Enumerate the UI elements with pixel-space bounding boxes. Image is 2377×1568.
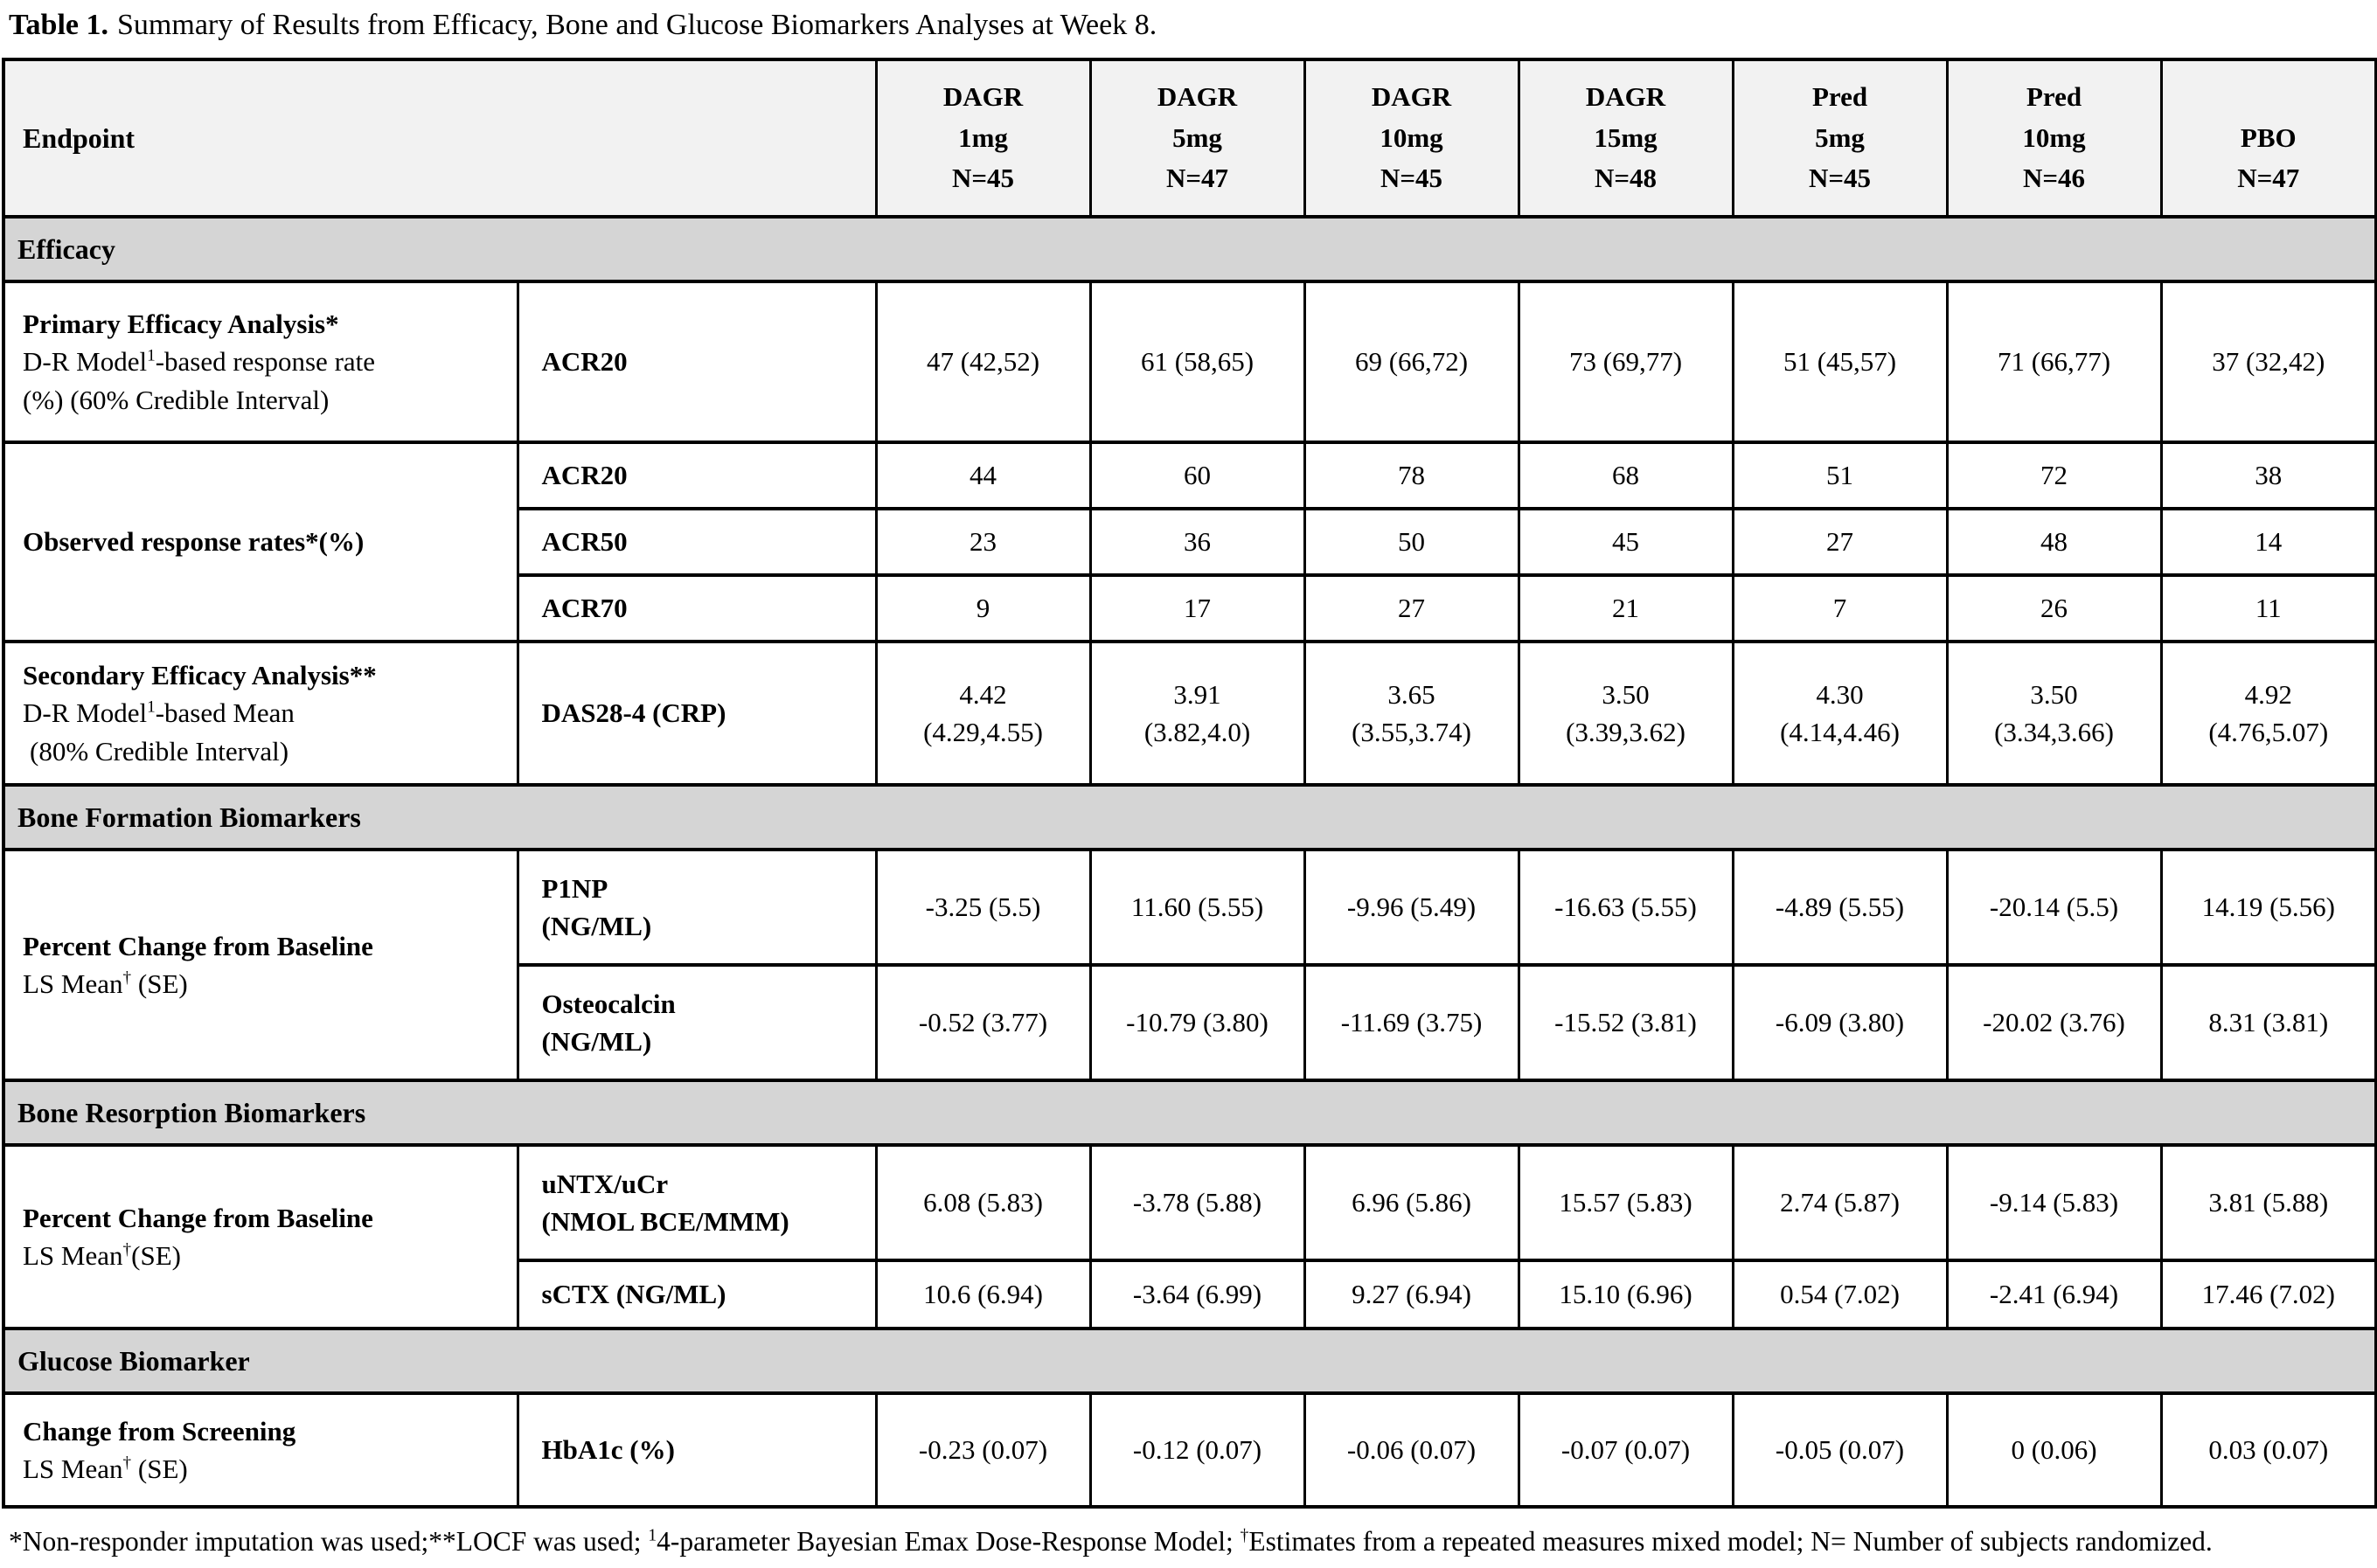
col-header-line: Pred — [2026, 81, 2082, 113]
value-cell — [2161, 642, 2376, 785]
value-cell: 23 — [876, 509, 1090, 575]
value-cell — [1519, 642, 1733, 785]
value-cell: -2.41 (6.94) — [1947, 1260, 2161, 1329]
credible-interval: (3.55,3.74) — [1352, 717, 1471, 747]
section-bone-formation-label: Bone Formation Biomarkers — [3, 785, 2376, 850]
value-cell: 38 — [2161, 442, 2376, 509]
value-cell: 6.08 (5.83) — [876, 1145, 1090, 1260]
measure-line: (NG/ML) — [541, 1026, 652, 1057]
label-text: LS Mean — [23, 968, 123, 999]
value-cell: 10.6 (6.94) — [876, 1260, 1090, 1329]
value-cell: 9 — [876, 575, 1090, 642]
value-cell: -20.02 (3.76) — [1947, 965, 2161, 1080]
label-text: (SE) — [131, 1240, 181, 1271]
credible-interval: (4.29,4.55) — [923, 717, 1043, 747]
value-cell: -3.25 (5.5) — [876, 850, 1090, 965]
value-cell: 11.60 (5.55) — [1090, 850, 1304, 965]
value-cell: 45 — [1519, 509, 1733, 575]
measure-acr20: ACR20 — [518, 442, 876, 509]
value-cell: -0.07 (0.07) — [1519, 1393, 1733, 1507]
value-cell: 78 — [1304, 442, 1519, 509]
value-cell: 69 (66,72) — [1304, 281, 1519, 442]
value-cell — [1090, 642, 1304, 785]
row-secondary-efficacy — [3, 642, 2376, 785]
value-cell: 9.27 (6.94) — [1304, 1260, 1519, 1329]
label-line: Secondary Efficacy Analysis** — [23, 659, 377, 690]
label-text: (SE) — [131, 1454, 188, 1484]
value-cell: 60 — [1090, 442, 1304, 509]
label-text: LS Mean — [23, 1240, 123, 1271]
label-line: Change from Screening — [23, 1415, 296, 1447]
value-cell: 37 (32,42) — [2161, 281, 2376, 442]
value-cell: 27 — [1733, 509, 1947, 575]
measure-p1np — [518, 850, 876, 965]
col-header-pred-10mg — [1947, 59, 2161, 217]
superscript-1: 1 — [147, 697, 156, 717]
col-header-pred-5mg — [1733, 59, 1947, 217]
dagger-superscript: † — [122, 968, 132, 988]
header-row — [3, 59, 2376, 217]
value-cell: 51 (45,57) — [1733, 281, 1947, 442]
section-efficacy-row — [3, 217, 2376, 281]
value-cell: 8.31 (3.81) — [2161, 965, 2376, 1080]
value-cell: 11 — [2161, 575, 2376, 642]
secondary-efficacy-label — [3, 642, 518, 785]
value-cell: -4.89 (5.55) — [1733, 850, 1947, 965]
label-text: LS Mean — [23, 1454, 123, 1484]
label-line — [23, 1237, 510, 1274]
col-header-line: 15mg — [1594, 121, 1658, 153]
col-header-line: DAGR — [1157, 81, 1238, 113]
value-cell: 51 — [1733, 442, 1947, 509]
value-cell: -9.96 (5.49) — [1304, 850, 1519, 965]
label-line: (%) (60% Credible Interval) — [23, 384, 330, 415]
measure-line: sCTX (NG/ML) — [541, 1279, 726, 1310]
value-cell: -3.78 (5.88) — [1090, 1145, 1304, 1260]
observed-rates-label: Observed response rates*(%) — [3, 442, 518, 642]
value-cell: 26 — [1947, 575, 2161, 642]
value-cell: 15.57 (5.83) — [1519, 1145, 1733, 1260]
value-cell: 36 — [1090, 509, 1304, 575]
value-cell: 68 — [1519, 442, 1733, 509]
row-p1np — [3, 850, 2376, 965]
col-header-line: N=47 — [1165, 163, 1229, 194]
col-header-dagr-5mg — [1090, 59, 1304, 217]
label-line — [23, 965, 510, 1003]
col-header-line: DAGR — [1585, 81, 1666, 113]
col-header-line: Pred — [1811, 81, 1868, 113]
value-cell: 71 (66,77) — [1947, 281, 2161, 442]
value-cell: 48 — [1947, 509, 2161, 575]
table-footnote — [9, 1523, 2369, 1562]
value-cell: 61 (58,65) — [1090, 281, 1304, 442]
section-glucose-label: Glucose Biomarker — [3, 1329, 2376, 1393]
value-cell: 0 (0.06) — [1947, 1393, 2161, 1507]
footnote-text: 4-parameter Bayesian Emax Dose-Response Model; — [657, 1526, 1241, 1557]
label-line — [23, 343, 510, 380]
mean-value: 3.50 — [2030, 678, 2078, 710]
value-cell: 14 — [2161, 509, 2376, 575]
measure-untx-ucr — [518, 1145, 876, 1260]
col-header-line: DAGR — [1371, 81, 1452, 113]
value-cell: -9.14 (5.83) — [1947, 1145, 2161, 1260]
endpoint-header: Endpoint — [3, 59, 876, 217]
section-glucose-row — [3, 1329, 2376, 1393]
label-line: (80% Credible Interval) — [30, 735, 289, 767]
table-title — [9, 9, 2375, 42]
mean-value: 4.92 — [2244, 678, 2292, 710]
value-cell: 7 — [1733, 575, 1947, 642]
col-header-line: N=45 — [1808, 163, 1872, 194]
col-header-line — [2170, 77, 2368, 118]
value-cell: 50 — [1304, 509, 1519, 575]
dagger-superscript: † — [122, 1454, 132, 1473]
label-line: Percent Change from Baseline — [23, 930, 373, 961]
mean-value: 3.91 — [1173, 678, 1221, 710]
col-header-line: 5mg — [1172, 121, 1222, 153]
row-untx-ucr — [3, 1145, 2376, 1260]
section-efficacy-label: Efficacy — [3, 217, 2376, 281]
measure-line: (NG/ML) — [541, 911, 652, 941]
primary-efficacy-label — [3, 281, 518, 442]
measure-line: uNTX/uCr — [541, 1168, 669, 1199]
value-cell: -0.52 (3.77) — [876, 965, 1090, 1080]
value-cell: 47 (42,52) — [876, 281, 1090, 442]
measure-line: Osteocalcin — [541, 988, 676, 1019]
col-header-line: N=47 — [2237, 163, 2300, 194]
col-header-pbo — [2161, 59, 2376, 217]
label-text: -based response rate — [155, 346, 376, 378]
label-text: (SE) — [131, 968, 188, 999]
section-bone-resorption-row — [3, 1080, 2376, 1145]
mean-value: 3.65 — [1387, 678, 1435, 710]
row-observed-acr20 — [3, 442, 2376, 509]
label-text: D-R Model — [23, 697, 148, 729]
value-cell: 17 — [1090, 575, 1304, 642]
mean-value: 4.42 — [959, 678, 1007, 710]
col-header-line: PBO — [2240, 121, 2297, 153]
label-line — [23, 694, 510, 732]
value-cell: -0.06 (0.07) — [1304, 1393, 1519, 1507]
value-cell: -10.79 (3.80) — [1090, 965, 1304, 1080]
credible-interval: (3.34,3.66) — [1994, 717, 2114, 747]
dagger-superscript: † — [1240, 1526, 1249, 1545]
label-line: Primary Efficacy Analysis* — [23, 308, 339, 339]
label-text: -based Mean — [155, 697, 295, 729]
row-hba1c — [3, 1393, 2376, 1507]
measure-hba1c: HbA1c (%) — [518, 1393, 876, 1507]
footnote-text: *Non-responder imputation was used;**LOCF was used; — [9, 1526, 649, 1557]
col-header-dagr-10mg — [1304, 59, 1519, 217]
value-cell: -11.69 (3.75) — [1304, 965, 1519, 1080]
value-cell: -15.52 (3.81) — [1519, 965, 1733, 1080]
row-primary-efficacy — [3, 281, 2376, 442]
superscript-1: 1 — [648, 1526, 657, 1545]
measure-acr50: ACR50 — [518, 509, 876, 575]
col-header-line: 1mg — [958, 121, 1008, 153]
value-cell — [1733, 642, 1947, 785]
measure-osteocalcin — [518, 965, 876, 1080]
measure-acr20: ACR20 — [518, 281, 876, 442]
value-cell: 72 — [1947, 442, 2161, 509]
section-bone-formation-row — [3, 785, 2376, 850]
col-header-dagr-1mg — [876, 59, 1090, 217]
table-title-prefix: Table 1. — [9, 9, 109, 41]
superscript-1: 1 — [147, 346, 156, 365]
col-header-line: N=45 — [1380, 163, 1443, 194]
dagger-superscript: † — [122, 1240, 132, 1259]
value-cell: 0.03 (0.07) — [2161, 1393, 2376, 1507]
footnote-text: Estimates from a repeated measures mixed model; N= Number of subjects randomized. — [1248, 1526, 2213, 1557]
bone-resorption-label — [3, 1145, 518, 1329]
credible-interval: (3.82,4.0) — [1143, 717, 1251, 747]
value-cell: -0.23 (0.07) — [876, 1393, 1090, 1507]
col-header-line: 10mg — [2022, 121, 2086, 153]
label-line — [23, 1450, 510, 1488]
value-cell: 2.74 (5.87) — [1733, 1145, 1947, 1260]
credible-interval: (4.76,5.07) — [2208, 717, 2329, 747]
value-cell: -16.63 (5.55) — [1519, 850, 1733, 965]
value-cell: 17.46 (7.02) — [2161, 1260, 2376, 1329]
value-cell: 73 (69,77) — [1519, 281, 1733, 442]
col-header-line: 10mg — [1380, 121, 1443, 153]
measure-sctx — [518, 1260, 876, 1329]
mean-value: 3.50 — [1602, 678, 1650, 710]
value-cell: 14.19 (5.56) — [2161, 850, 2376, 965]
credible-interval: (3.39,3.62) — [1566, 717, 1685, 747]
value-cell: 44 — [876, 442, 1090, 509]
value-cell: 0.54 (7.02) — [1733, 1260, 1947, 1329]
value-cell: 15.10 (6.96) — [1519, 1260, 1733, 1329]
value-cell: -6.09 (3.80) — [1733, 965, 1947, 1080]
col-header-line: N=45 — [951, 163, 1015, 194]
results-table — [2, 58, 2377, 1509]
value-cell: -0.12 (0.07) — [1090, 1393, 1304, 1507]
value-cell: -3.64 (6.99) — [1090, 1260, 1304, 1329]
measure-das28: DAS28-4 (CRP) — [518, 642, 876, 785]
mean-value: 4.30 — [1816, 678, 1864, 710]
measure-acr70: ACR70 — [518, 575, 876, 642]
value-cell: 21 — [1519, 575, 1733, 642]
col-header-line: 5mg — [1815, 121, 1865, 153]
measure-line: (NMOL BCE/MMM) — [541, 1206, 789, 1237]
col-header-line: N=46 — [2022, 163, 2086, 194]
value-cell — [876, 642, 1090, 785]
glucose-label — [3, 1393, 518, 1507]
value-cell: 27 — [1304, 575, 1519, 642]
measure-line: P1NP — [541, 872, 608, 904]
label-text: D-R Model — [23, 346, 148, 378]
value-cell: 6.96 (5.86) — [1304, 1145, 1519, 1260]
label-line: Percent Change from Baseline — [23, 1202, 373, 1233]
col-header-line: N=48 — [1594, 163, 1658, 194]
value-cell: 3.81 (5.88) — [2161, 1145, 2376, 1260]
table-title-text: Summary of Results from Efficacy, Bone and Glucose Biomarkers Analyses at Week 8. — [117, 9, 1157, 41]
value-cell — [1304, 642, 1519, 785]
section-bone-resorption-label: Bone Resorption Biomarkers — [3, 1080, 2376, 1145]
value-cell: -20.14 (5.5) — [1947, 850, 2161, 965]
col-header-dagr-15mg — [1519, 59, 1733, 217]
credible-interval: (4.14,4.46) — [1780, 717, 1900, 747]
col-header-line: DAGR — [942, 81, 1024, 113]
bone-formation-label — [3, 850, 518, 1080]
value-cell — [1947, 642, 2161, 785]
value-cell: -0.05 (0.07) — [1733, 1393, 1947, 1507]
